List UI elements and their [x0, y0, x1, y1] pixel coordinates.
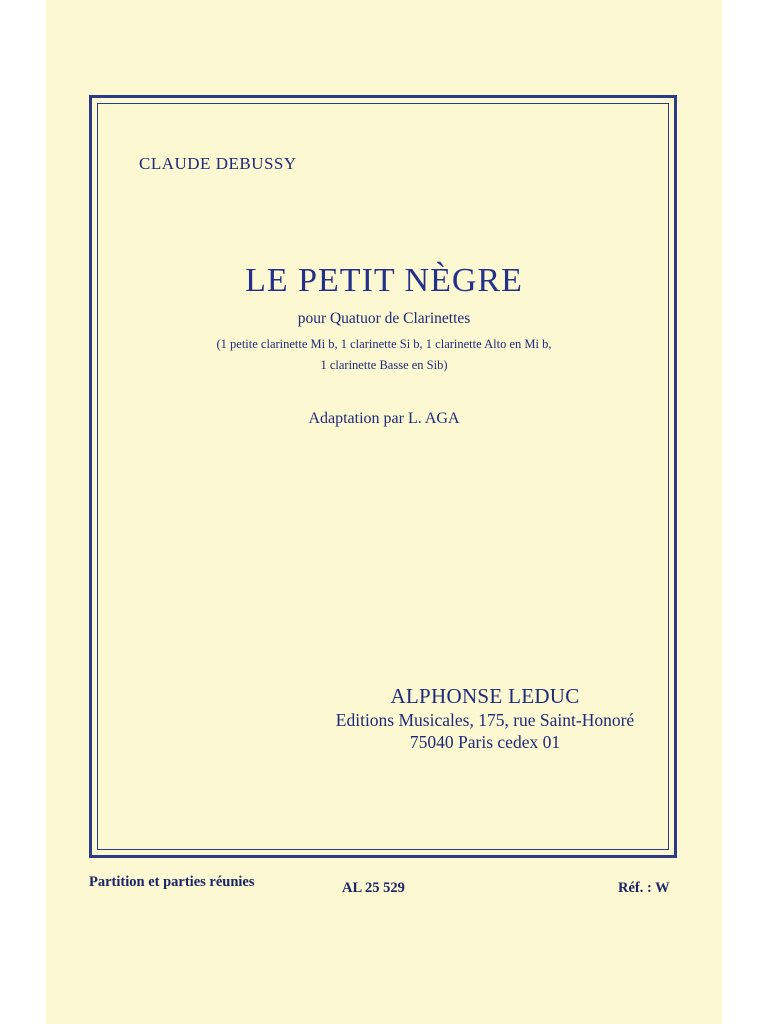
arranger-credit: Adaptation par L. AGA — [308, 410, 460, 427]
instrumentation-note — [0, 334, 768, 376]
work-subtitle: pour Quatuor de Clarinettes — [297, 310, 471, 327]
composer-name: CLAUDE DEBUSSY — [139, 154, 297, 173]
publisher-name: ALPHONSE LEDUC — [390, 684, 580, 708]
publisher-block — [330, 683, 640, 753]
instrumentation-line-1: (1 petite clarinette Mi b, 1 clarinette Si b, 1 clarinette Alto en Mi b, — [216, 337, 552, 351]
catalog-number: AL 25 529 — [342, 880, 405, 896]
edition-contents: Partition et parties réunies — [89, 874, 255, 890]
reference-code: Réf. : W — [618, 880, 670, 896]
instrumentation-line-2: 1 clarinette Basse en Sib) — [320, 358, 448, 372]
publisher-address-line-2: 75040 Paris cedex 01 — [409, 732, 561, 752]
work-title: LE PETIT NÈGRE — [245, 262, 523, 299]
publisher-address-line-1: Editions Musicales, 175, rue Saint-Honoré — [335, 710, 635, 730]
